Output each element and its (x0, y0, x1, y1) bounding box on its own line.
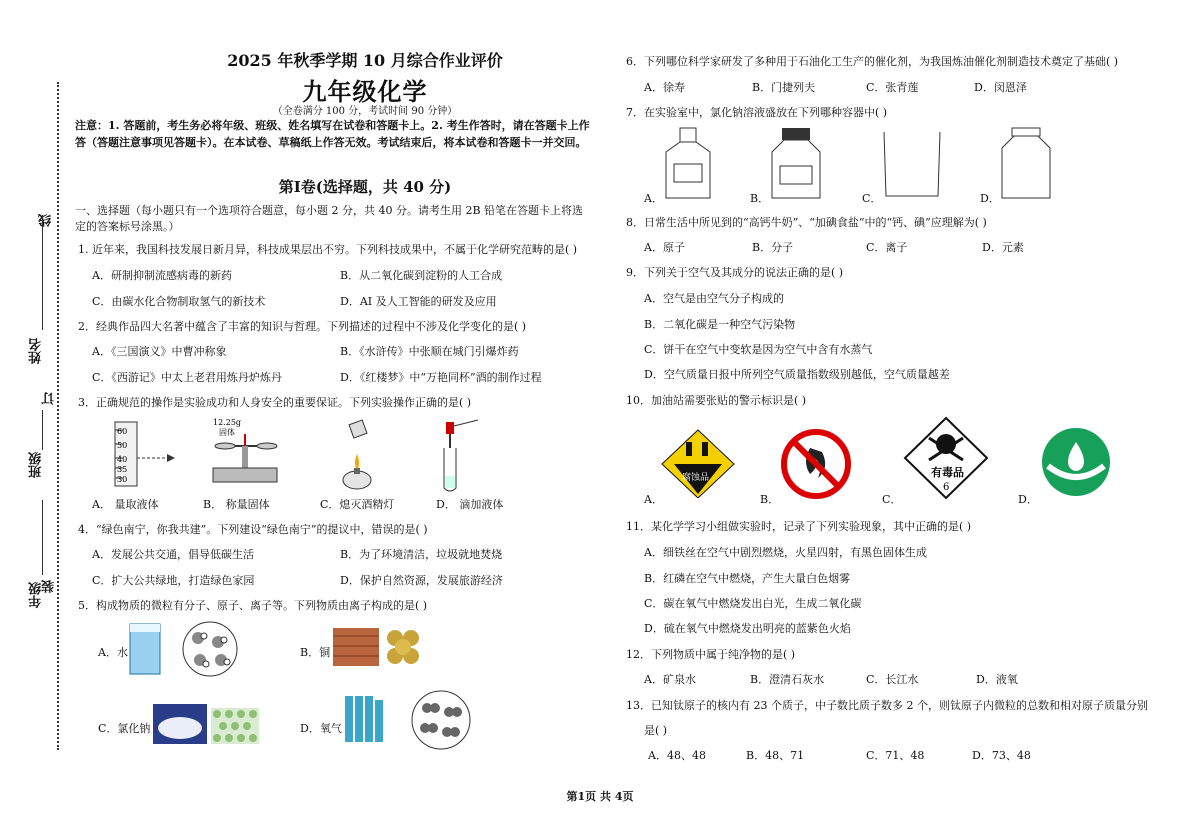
balance-mass-label: 12.25g (213, 418, 242, 427)
q3-option-c[interactable]: C．熄灭酒精灯 (320, 498, 395, 511)
q4-option-b[interactable]: B．为了环境清洁，垃圾就地焚烧 (340, 548, 503, 561)
q12-option-c[interactable]: C．长江水 (866, 673, 919, 686)
question-1-stem: 1. 近年来，我国科技发展日新月异，科技成果层出不穷。下列科技成果中，不属于化学研究范畴的是( ) (78, 243, 578, 256)
class-blank[interactable] (42, 410, 43, 450)
q13-option-b[interactable]: B．48、71 (746, 749, 805, 762)
q7-option-b[interactable]: B． (750, 192, 770, 205)
toxic-sign-label: 有毒品 (931, 466, 964, 479)
q7-option-a[interactable]: A． (644, 192, 663, 205)
name-blank[interactable] (42, 215, 43, 330)
section-instructions: 一、选择题（每小题只有一个选项符合题意，每小题 2 分，共 40 分。请考生用 2B 铅笔在答题卡上将选定的答案标号涂黑。） (75, 204, 584, 233)
beaker-figure (880, 128, 944, 200)
q6-option-a[interactable]: A．徐寿 (644, 81, 685, 94)
binding-dashed-line (57, 82, 59, 750)
q2-option-b[interactable]: B．《水浒传》中张顺在城门引爆炸药 (340, 345, 519, 358)
no-fire-sign-figure (780, 428, 852, 500)
q7-option-d[interactable]: D． (980, 192, 1000, 205)
balance-figure (205, 416, 285, 492)
q13-option-c[interactable]: C．71、48 (866, 749, 925, 762)
q5-option-c[interactable]: C．氯化钠 (98, 722, 151, 735)
q2-option-a[interactable]: A．《三国演义》中曹冲称象 (92, 345, 227, 358)
question-11-stem: 11．某化学学习小组做实验时，记录了下列实验现象，其中正确的是( ) (626, 520, 972, 533)
q2-option-d[interactable]: D．《红楼梦》中“万艳同杯”酒的制作过程 (340, 371, 542, 384)
q10-option-c[interactable]: C． (882, 493, 902, 506)
measuring-cylinder-figure (105, 418, 185, 490)
grade-blank[interactable] (42, 500, 43, 575)
tick-40: 40 (117, 455, 128, 464)
q1-option-c[interactable]: C．由碳水化合物制取氢气的新技术 (92, 295, 266, 308)
question-9-stem: 9．下列关于空气及其成分的说法正确的是( ) (626, 266, 844, 279)
binding-ding-char: 订 (42, 392, 57, 405)
q8-option-a[interactable]: A．原子 (644, 241, 685, 254)
tick-35: 35 (117, 465, 128, 474)
question-8-stem: 8．日常生活中所见到的“高钙牛奶”、“加碘食盐”中的“钙、碘”应理解为( ) (626, 216, 987, 229)
q2-option-c[interactable]: C．《西游记》中太上老君用炼丹炉炼丹 (92, 371, 282, 384)
tick-60: 60 (117, 427, 128, 436)
exam-notice: 注意：1. 答题前，考生务必将年级、班级、姓名填写在试卷和答题卡上。2. 考生作答时，请在答题卡上作答（答题注意事项见答题卡）。在本试卷、草稿纸上作答无效。考试结束后，将本试卷和答题卡一并交回。 (75, 119, 590, 149)
q1-option-b[interactable]: B．从二氧化碳到淀粉的人工合成 (340, 269, 503, 282)
corrosive-sign-figure (660, 428, 736, 498)
brown-bottle-figure (768, 126, 824, 200)
q3-option-a[interactable]: A． 量取液体 (92, 498, 159, 511)
q11-option-c[interactable]: C．碳在氧气中燃烧发出白光，生成二氧化碳 (644, 597, 862, 610)
exam-title: 九年级化学 (302, 77, 428, 106)
water-figure (128, 620, 240, 678)
q6-option-b[interactable]: B．门捷列夫 (752, 81, 816, 94)
q6-option-c[interactable]: C．张青莲 (866, 81, 919, 94)
toxic-sign-class: 6 (943, 482, 950, 493)
question-5-stem: 5．构成物质的微粒有分子、原子、离子等。下列物质由离子构成的是( ) (78, 599, 428, 612)
q4-option-a[interactable]: A．发展公共交通，倡导低碳生活 (92, 548, 254, 561)
q10-option-b[interactable]: B． (760, 493, 780, 506)
q3-option-b[interactable]: B． 称量固体 (203, 498, 270, 511)
q9-option-c[interactable]: C．饼干在空气中变软是因为空气中含有水蒸气 (644, 343, 873, 356)
tick-30: 30 (117, 475, 128, 484)
q11-option-b[interactable]: B．红磷在空气中燃烧，产生大量白色烟雾 (644, 572, 851, 585)
binding-name-label: 姓名 (29, 338, 44, 364)
q4-option-d[interactable]: D．保护自然资源，发展旅游经济 (340, 574, 503, 587)
dropper-figure (440, 418, 490, 494)
q12-option-b[interactable]: B．澄清石灰水 (750, 673, 825, 686)
q1-option-a[interactable]: A．研制抑制流感病毒的新药 (92, 269, 232, 282)
wide-mouth-bottle-figure (998, 126, 1054, 200)
q9-option-d[interactable]: D．空气质量日报中所列空气质量指数级别越低，空气质量越差 (644, 368, 950, 381)
q11-option-a[interactable]: A．细铁丝在空气中剧烈燃烧，火星四射，有黑色固体生成 (644, 546, 927, 559)
q5-option-a[interactable]: A．水 (98, 646, 128, 659)
q13-option-d[interactable]: D．73、48 (972, 749, 1031, 762)
q7-option-c[interactable]: C． (862, 192, 882, 205)
binding-zhuang-char: 装 (42, 580, 57, 593)
question-6-stem: 6．下列哪位科学家研发了多种用于石油化工生产的催化剂，为我国炼油催化剂制造技术奠定了基础( ) (626, 55, 1119, 68)
q1-option-d[interactable]: D．AI 及人工智能的研发及应用 (340, 295, 497, 308)
q9-option-b[interactable]: B．二氧化碳是一种空气污染物 (644, 318, 796, 331)
q8-option-b[interactable]: B．分子 (752, 241, 794, 254)
q3-option-d[interactable]: D． 滴加液体 (436, 498, 504, 511)
toxic-sign-figure (903, 416, 989, 500)
narrow-mouth-bottle-figure (660, 126, 716, 200)
question-2-stem: 2．经典作品四大名著中蕴含了丰富的知识与哲理。下列描述的过程中不涉及化学变化的是( ) (78, 320, 527, 333)
q10-option-d[interactable]: D． (1018, 493, 1038, 506)
water-saving-sign-figure (1040, 426, 1112, 498)
q4-option-c[interactable]: C．扩大公共绿地，打造绿色家园 (92, 574, 255, 587)
part1-title: 第Ⅰ卷(选择题，共 40 分) (278, 178, 452, 196)
q5-option-d[interactable]: D．氧气 (300, 722, 342, 735)
q12-option-d[interactable]: D．液氧 (976, 673, 1018, 686)
q8-option-d[interactable]: D．元素 (982, 241, 1024, 254)
q8-option-c[interactable]: C．离子 (866, 241, 908, 254)
q10-option-a[interactable]: A． (644, 493, 663, 506)
question-12-stem: 12．下列物质中属于纯净物的是( ) (626, 648, 796, 661)
question-13-stem-cont: 是( ) (644, 724, 668, 737)
q6-option-d[interactable]: D．闵恩泽 (974, 81, 1027, 94)
sodium-chloride-figure (153, 702, 261, 746)
q11-option-d[interactable]: D．硫在氧气中燃烧发出明亮的蓝紫色火焰 (644, 622, 851, 635)
question-13-stem: 13．已知钛原子的核内有 23 个质子，中子数比质子数多 2 个，则钛原子内微粒的总数和相对原子质量分别 (626, 699, 1148, 712)
binding-class-label: 班级 (29, 452, 44, 478)
q13-option-a[interactable]: A．48、48 (648, 749, 706, 762)
q12-option-a[interactable]: A．矿泉水 (644, 673, 696, 686)
question-3-stem: 3．正确规范的操作是实验成功和人身安全的重要保证。下列实验操作正确的是( ) (78, 396, 472, 409)
page-footer: 第1页 共 4页 (566, 790, 634, 803)
binding-grade-label: 年级 (29, 582, 44, 608)
tick-50: 50 (117, 441, 128, 450)
alcohol-lamp-figure (335, 418, 385, 492)
q5-option-b[interactable]: B．铜 (300, 646, 331, 659)
question-10-stem: 10．加油站需要张贴的警示标识是( ) (626, 394, 807, 407)
exam-subtitle: （全卷满分 100 分，考试时间 90 分钟） (272, 106, 458, 117)
balance-solid-label: 固体 (219, 428, 235, 437)
oxygen-figure (343, 690, 483, 750)
exam-title-line1: 2025 年秋季学期 10 月综合作业评价 (227, 51, 503, 70)
copper-figure (333, 626, 433, 670)
question-4-stem: 4．“绿色南宁，你我共建”。下列建设“绿色南宁”的提议中，错误的是( ) (78, 523, 428, 536)
binding-line-char: 线 (39, 214, 54, 227)
question-7-stem: 7．在实验室中，氯化钠溶液盛放在下列哪种容器中( ) (626, 106, 888, 119)
corrosive-sign-label: 腐蚀品 (682, 473, 710, 483)
q9-option-a[interactable]: A．空气是由空气分子构成的 (644, 292, 784, 305)
